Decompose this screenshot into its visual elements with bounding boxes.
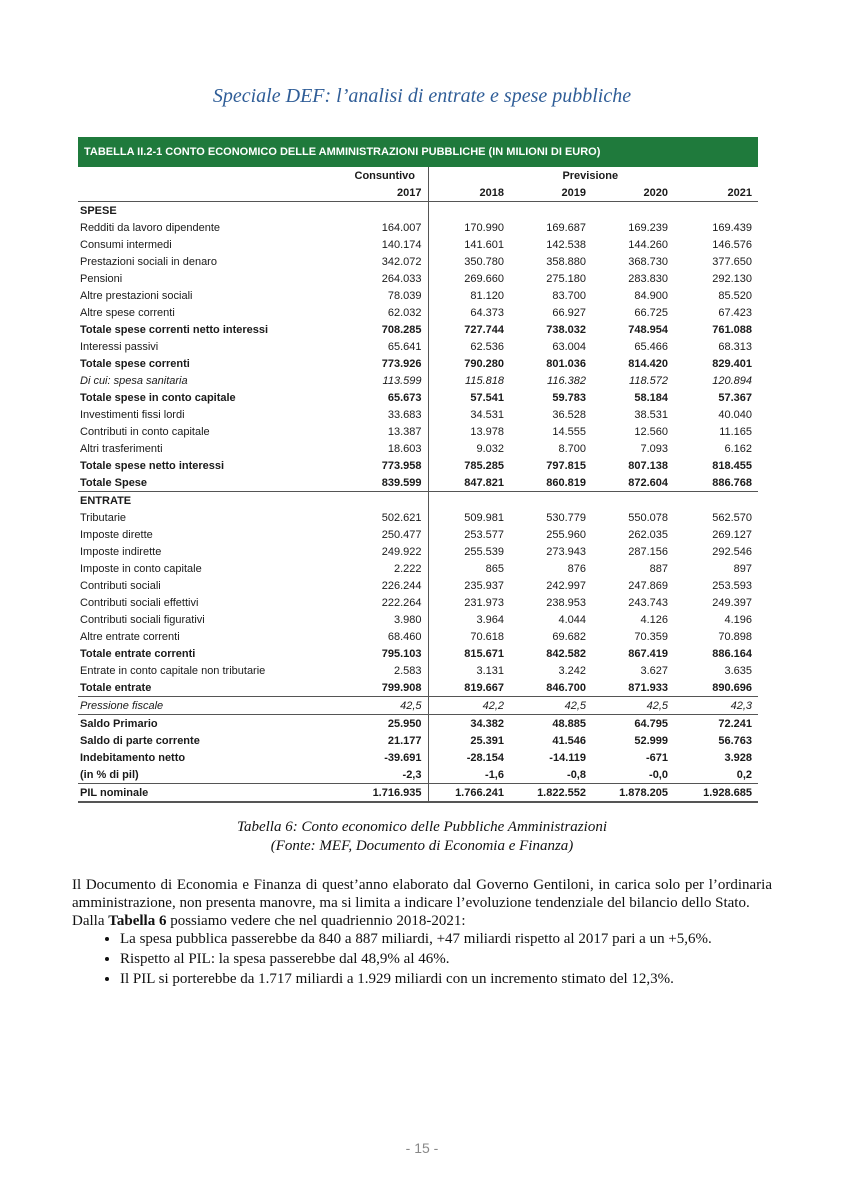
table-cell — [592, 492, 674, 510]
row-label: Totale spese correnti netto interessi — [80, 323, 269, 336]
table-cell: 4.126 — [640, 613, 668, 626]
row-label: Altre spese correnti — [80, 306, 175, 319]
table-cell: 64.795 — [634, 717, 668, 730]
table-cell: 42,2 — [428, 697, 510, 715]
table-cell: 7.093 — [640, 442, 668, 455]
bullet-list — [72, 930, 772, 988]
economic-account-table — [78, 137, 758, 803]
table-cell: 283.830 — [628, 272, 668, 285]
table-cell: 78.039 — [387, 289, 422, 302]
table-cell: 66.927 — [552, 306, 586, 319]
page-title: Speciale DEF: l’analisi di entrate e spese pubbliche — [212, 85, 632, 107]
row-label: (in % di pil) — [80, 768, 139, 781]
table-cell: 247.869 — [628, 579, 668, 592]
table-cell: 8.700 — [558, 442, 586, 455]
table-cell: 708.285 — [381, 323, 422, 336]
table-cell: 1.822.552 — [510, 784, 592, 803]
table-cell: -1,6 — [428, 766, 510, 784]
table-row — [78, 492, 758, 510]
table-cell: 502.621 — [381, 511, 422, 524]
table-cell: 1.878.205 — [592, 784, 674, 803]
table-cell: 249.397 — [712, 596, 753, 609]
table-cell: 169.239 — [628, 221, 668, 234]
table-row — [78, 628, 758, 645]
table-row — [78, 423, 758, 440]
table-cell: 550.078 — [628, 511, 668, 524]
row-label: Altre entrate correnti — [80, 630, 180, 643]
table-cell: 68.460 — [387, 630, 422, 643]
table-cell: 819.667 — [428, 679, 510, 697]
table-cell — [592, 202, 674, 220]
table-cell: 48.885 — [552, 717, 586, 730]
table-cell: 40.040 — [718, 408, 753, 421]
table-cell: -14.119 — [549, 751, 586, 764]
table-cell: 62.536 — [428, 338, 510, 355]
table-cell: 68.313 — [718, 340, 753, 353]
table-cell: 872.604 — [592, 474, 674, 492]
table-cell: -28.154 — [428, 749, 510, 766]
table-row — [78, 611, 758, 628]
table-cell: 264.033 — [381, 272, 422, 285]
table-cell: 886.164 — [712, 647, 753, 660]
table-cell: 887 — [649, 562, 668, 575]
table-cell: 13.978 — [428, 423, 510, 440]
table-cell: 509.981 — [428, 509, 510, 526]
table-cell: 829.401 — [712, 357, 753, 370]
table-cell: 839.599 — [348, 474, 428, 492]
table-cell: 81.120 — [428, 287, 510, 304]
table-cell: 70.359 — [634, 630, 668, 643]
table-cell: 56.763 — [718, 734, 753, 747]
row-label: Saldo Primario — [80, 717, 158, 730]
table-cell: 3.980 — [393, 613, 422, 626]
table-cell: 814.420 — [628, 357, 668, 370]
table-cell: 253.593 — [712, 579, 753, 592]
table-row — [78, 304, 758, 321]
table-cell: 34.382 — [428, 715, 510, 733]
table-cell: 83.700 — [552, 289, 586, 302]
table-cell: 562.570 — [712, 511, 753, 524]
table-cell: 255.539 — [428, 543, 510, 560]
table-row — [78, 236, 758, 253]
table-cell: 42,5 — [510, 697, 592, 715]
table-cell: 807.138 — [628, 459, 668, 472]
year-header: 2021 — [674, 184, 758, 202]
table-cell: 3.242 — [558, 664, 586, 677]
intro-line — [72, 912, 772, 930]
table-cell: 66.725 — [634, 306, 668, 319]
table-cell: 255.960 — [546, 528, 586, 541]
table-cell: 886.768 — [674, 474, 758, 492]
table-cell: 865 — [428, 560, 510, 577]
table-row — [78, 389, 758, 406]
table-cell: 70.618 — [428, 628, 510, 645]
row-label: Pensioni — [80, 272, 123, 285]
row-label: Contributi sociali effettivi — [80, 596, 199, 609]
table-cell: 84.900 — [634, 289, 668, 302]
table-cell: 2.583 — [393, 664, 422, 677]
table-cell: 222.264 — [381, 596, 422, 609]
table-row — [78, 732, 758, 749]
table-year-header — [78, 184, 758, 202]
table-cell — [348, 202, 428, 220]
table-cell: 57.541 — [428, 389, 510, 406]
table-cell: 21.177 — [387, 734, 422, 747]
table-cell: 785.285 — [428, 457, 510, 474]
table-cell: 275.180 — [546, 272, 586, 285]
row-label: Altri trasferimenti — [80, 442, 163, 455]
table-cell: 269.127 — [712, 528, 753, 541]
table-cell: 25.391 — [428, 732, 510, 749]
row-label: Consumi intermedi — [80, 238, 172, 251]
table-cell: 120.894 — [712, 374, 753, 387]
table-cell: 33.683 — [387, 408, 422, 421]
table-cell: 4.044 — [558, 613, 586, 626]
table-cell: 118.572 — [629, 374, 668, 387]
table-cell: 42,5 — [592, 697, 674, 715]
table-cell — [348, 492, 428, 510]
table-cell: 818.455 — [712, 459, 753, 472]
row-label: Imposte dirette — [80, 528, 153, 541]
table-cell: -2,3 — [402, 768, 422, 781]
group-previsione: Previsione — [428, 167, 758, 184]
table-cell: 141.601 — [428, 236, 510, 253]
body-text — [72, 876, 772, 990]
table-cell — [510, 492, 592, 510]
table-cell: 13.387 — [387, 425, 422, 438]
table-row — [78, 440, 758, 457]
row-label: Altre prestazioni sociali — [80, 289, 193, 302]
table-cell: 65.641 — [387, 340, 422, 353]
row-label: Saldo di parte corrente — [80, 734, 200, 747]
year-header: 2018 — [428, 184, 510, 202]
table-cell: 140.174 — [381, 238, 422, 251]
table-cell: 69.682 — [552, 630, 586, 643]
group-consuntivo: Consuntivo — [354, 169, 415, 182]
table-cell: 860.819 — [510, 474, 592, 492]
table-cell: 41.546 — [552, 734, 586, 747]
row-label: Prestazioni sociali in denaro — [80, 255, 217, 268]
table-row — [78, 662, 758, 679]
table-cell: 36.528 — [552, 408, 586, 421]
paragraph: Il Documento di Economia e Finanza di quest’anno elaborato dal Governo Gentiloni, in carica solo per l’ordinaria amministrazione, non presenta manovre, ma si limita a indicare l’evoluzione tendenziale del bilancio dello Stato. — [72, 877, 772, 911]
table-cell: 3.964 — [428, 611, 510, 628]
row-label: Imposte indirette — [80, 545, 162, 558]
row-label: Investimenti fissi lordi — [80, 408, 185, 421]
table-row — [78, 321, 758, 338]
table-cell: 761.088 — [712, 323, 753, 336]
table-cell: 70.898 — [718, 630, 753, 643]
table-cell: -39.691 — [384, 751, 422, 764]
table-cell: 164.007 — [381, 221, 422, 234]
table-row — [78, 526, 758, 543]
year-header: 2019 — [510, 184, 592, 202]
table-cell: 358.880 — [546, 255, 586, 268]
table-cell — [428, 492, 510, 510]
table-row — [78, 697, 758, 715]
table-group-header — [78, 167, 758, 184]
table-cell: 3.627 — [640, 664, 668, 677]
table-row — [78, 645, 758, 662]
table-cell: 790.280 — [428, 355, 510, 372]
table-cell: 1.766.241 — [428, 784, 510, 803]
table-row — [78, 219, 758, 236]
intro-text: possiamo vedere che nel quadriennio 2018-2021: — [166, 913, 466, 929]
table-cell: 3.928 — [724, 751, 753, 764]
table-cell: 249.922 — [381, 545, 422, 558]
table-cell: 847.821 — [428, 474, 510, 492]
table-row — [78, 749, 758, 766]
table-cell: 142.538 — [546, 238, 586, 251]
table-cell: 116.382 — [547, 374, 586, 387]
row-label: Entrate in conto capitale non tributarie — [80, 664, 266, 677]
table-row — [78, 560, 758, 577]
row-label: Indebitamento netto — [80, 751, 186, 764]
table-cell: 801.036 — [546, 357, 586, 370]
table-cell: 113.599 — [382, 374, 422, 387]
table-cell: 42,5 — [348, 697, 428, 715]
table-cell: 169.439 — [712, 221, 753, 234]
table-cell: 34.531 — [428, 406, 510, 423]
table-cell: 72.241 — [718, 717, 753, 730]
table-cell: 11.165 — [719, 425, 753, 438]
year-header: 2017 — [348, 184, 428, 202]
table-cell: 876 — [567, 562, 586, 575]
table-cell: 738.032 — [546, 323, 586, 336]
table-row — [78, 715, 758, 733]
table-cell: 42,3 — [674, 697, 758, 715]
table-row — [78, 202, 758, 220]
table-cell: 52.999 — [634, 734, 668, 747]
table-cell: 12.560 — [634, 425, 668, 438]
table-row — [78, 338, 758, 355]
intro-text: Dalla — [72, 913, 109, 929]
table-cell: 169.687 — [546, 221, 586, 234]
row-label: Interessi passivi — [80, 340, 159, 353]
row-label: Contributi sociali — [80, 579, 161, 592]
table-cell: 292.130 — [712, 272, 753, 285]
table-cell — [674, 492, 758, 510]
row-label: Totale spese netto interessi — [80, 459, 225, 472]
table-cell: 748.954 — [628, 323, 668, 336]
table-cell: 799.908 — [348, 679, 428, 697]
row-label: Pressione fiscale — [78, 697, 348, 715]
table-caption — [0, 818, 844, 856]
row-label: Redditi da lavoro dipendente — [80, 221, 221, 234]
table-cell: 797.815 — [546, 459, 586, 472]
table-cell: 62.032 — [387, 306, 422, 319]
table-reference: Tabella 6 — [108, 913, 167, 929]
table-row — [78, 355, 758, 372]
table-grid — [78, 167, 758, 803]
table-cell: 2.222 — [393, 562, 422, 575]
table-cell: 231.973 — [428, 594, 510, 611]
table-cell: 63.004 — [552, 340, 586, 353]
table-cell: 890.696 — [674, 679, 758, 697]
table-cell: 64.373 — [428, 304, 510, 321]
table-cell: 65.466 — [634, 340, 668, 353]
table-cell: 18.603 — [387, 442, 422, 455]
table-cell: 57.367 — [718, 391, 753, 404]
table-cell: 238.953 — [546, 596, 586, 609]
page-number: - 15 - — [405, 1140, 439, 1156]
table-row — [78, 679, 758, 697]
list-item: • Il PIL si porterebbe da 1.717 miliardi a 1.929 miliardi con un incremento stimato del 12,3%. — [120, 970, 772, 988]
caption-title: Tabella 6: Conto economico delle Pubbliche Amministrazioni — [237, 819, 607, 835]
table-row — [78, 577, 758, 594]
table-row — [78, 406, 758, 423]
table-cell: 269.660 — [428, 270, 510, 287]
table-row — [78, 784, 758, 803]
table-cell: 38.531 — [634, 408, 668, 421]
table-cell: 377.650 — [712, 255, 753, 268]
row-label: ENTRATE — [80, 494, 132, 507]
table-cell: 14.555 — [552, 425, 586, 438]
table-cell: 0,2 — [736, 768, 753, 781]
table-cell: 368.730 — [628, 255, 668, 268]
year-header: 2020 — [592, 184, 674, 202]
table-cell: -0,8 — [567, 768, 586, 781]
table-cell: 58.184 — [634, 391, 668, 404]
table-cell: 146.576 — [712, 238, 753, 251]
table-row — [78, 543, 758, 560]
table-row — [78, 594, 758, 611]
table-cell: 1.928.685 — [674, 784, 758, 803]
table-cell: 3.131 — [428, 662, 510, 679]
table-cell: 842.582 — [546, 647, 586, 660]
table-cell: 846.700 — [510, 679, 592, 697]
table-title: TABELLA II.2-1 CONTO ECONOMICO DELLE AMMINISTRAZIONI PUBBLICHE (IN MILIONI DI EURO) — [78, 137, 758, 167]
table-cell — [428, 202, 510, 220]
table-cell: 530.779 — [546, 511, 586, 524]
table-cell: 6.162 — [724, 442, 753, 455]
table-cell: 9.032 — [428, 440, 510, 457]
table-cell: 115.818 — [428, 372, 510, 389]
table-cell: 144.260 — [628, 238, 668, 251]
table-cell: 4.196 — [724, 613, 753, 626]
list-item: • Rispetto al PIL: la spesa passerebbe dal 48,9% al 46%. — [120, 950, 772, 968]
table-cell: -671 — [645, 751, 668, 764]
row-label: Contributi in conto capitale — [80, 425, 210, 438]
table-cell: 1.716.935 — [348, 784, 428, 803]
table-cell: 727.744 — [428, 321, 510, 338]
table-cell: 795.103 — [381, 647, 422, 660]
list-item: • La spesa pubblica passerebbe da 840 a 887 miliardi, +47 miliardi rispetto al 2017 pari a un +5,6%. — [120, 930, 772, 948]
row-label: Totale spese correnti — [80, 357, 190, 370]
table-cell: -0,0 — [649, 768, 668, 781]
table-cell: 253.577 — [428, 526, 510, 543]
table-cell: 65.673 — [387, 391, 422, 404]
table-cell: 243.743 — [628, 596, 668, 609]
table-cell: 235.937 — [428, 577, 510, 594]
table-cell: 3.635 — [724, 664, 753, 677]
table-cell: 273.943 — [546, 545, 586, 558]
row-label: Tributarie — [80, 511, 127, 524]
table-cell: 897 — [733, 562, 753, 575]
table-cell — [510, 202, 592, 220]
table-row — [78, 766, 758, 784]
row-label: SPESE — [80, 204, 117, 217]
table-row — [78, 474, 758, 492]
table-row — [78, 270, 758, 287]
table-cell: 25.950 — [387, 717, 422, 730]
table-cell: 350.780 — [428, 253, 510, 270]
row-label: Totale Spese — [78, 474, 348, 492]
table-cell: 85.520 — [718, 289, 753, 302]
table-row — [78, 287, 758, 304]
table-cell: 250.477 — [381, 528, 422, 541]
table-cell — [674, 202, 758, 220]
row-label: Totale entrate — [78, 679, 348, 697]
table-cell: 773.926 — [381, 357, 422, 370]
table-cell: 59.783 — [552, 391, 586, 404]
caption-source: (Fonte: MEF, Documento di Economia e Finanza) — [270, 838, 574, 854]
table-cell: 773.958 — [381, 459, 422, 472]
table-row — [78, 372, 758, 389]
table-cell: 871.933 — [592, 679, 674, 697]
table-row — [78, 457, 758, 474]
table-row — [78, 253, 758, 270]
table-cell: 292.546 — [712, 545, 753, 558]
row-label: Totale spese in conto capitale — [80, 391, 236, 404]
table-cell: 342.072 — [381, 255, 422, 268]
table-cell: 262.035 — [628, 528, 668, 541]
table-cell: 867.419 — [628, 647, 668, 660]
table-cell: 815.671 — [428, 645, 510, 662]
table-cell: 226.244 — [381, 579, 422, 592]
row-label: PIL nominale — [78, 784, 348, 803]
table-cell: 242.997 — [546, 579, 586, 592]
table-cell: 67.423 — [718, 306, 753, 319]
table-cell: 287.156 — [628, 545, 668, 558]
row-label: Totale entrate correnti — [80, 647, 196, 660]
table-row — [78, 509, 758, 526]
row-label: Di cui: spesa sanitaria — [80, 374, 188, 387]
table-cell: 170.990 — [428, 219, 510, 236]
row-label: Imposte in conto capitale — [80, 562, 202, 575]
row-label: Contributi sociali figurativi — [80, 613, 205, 626]
